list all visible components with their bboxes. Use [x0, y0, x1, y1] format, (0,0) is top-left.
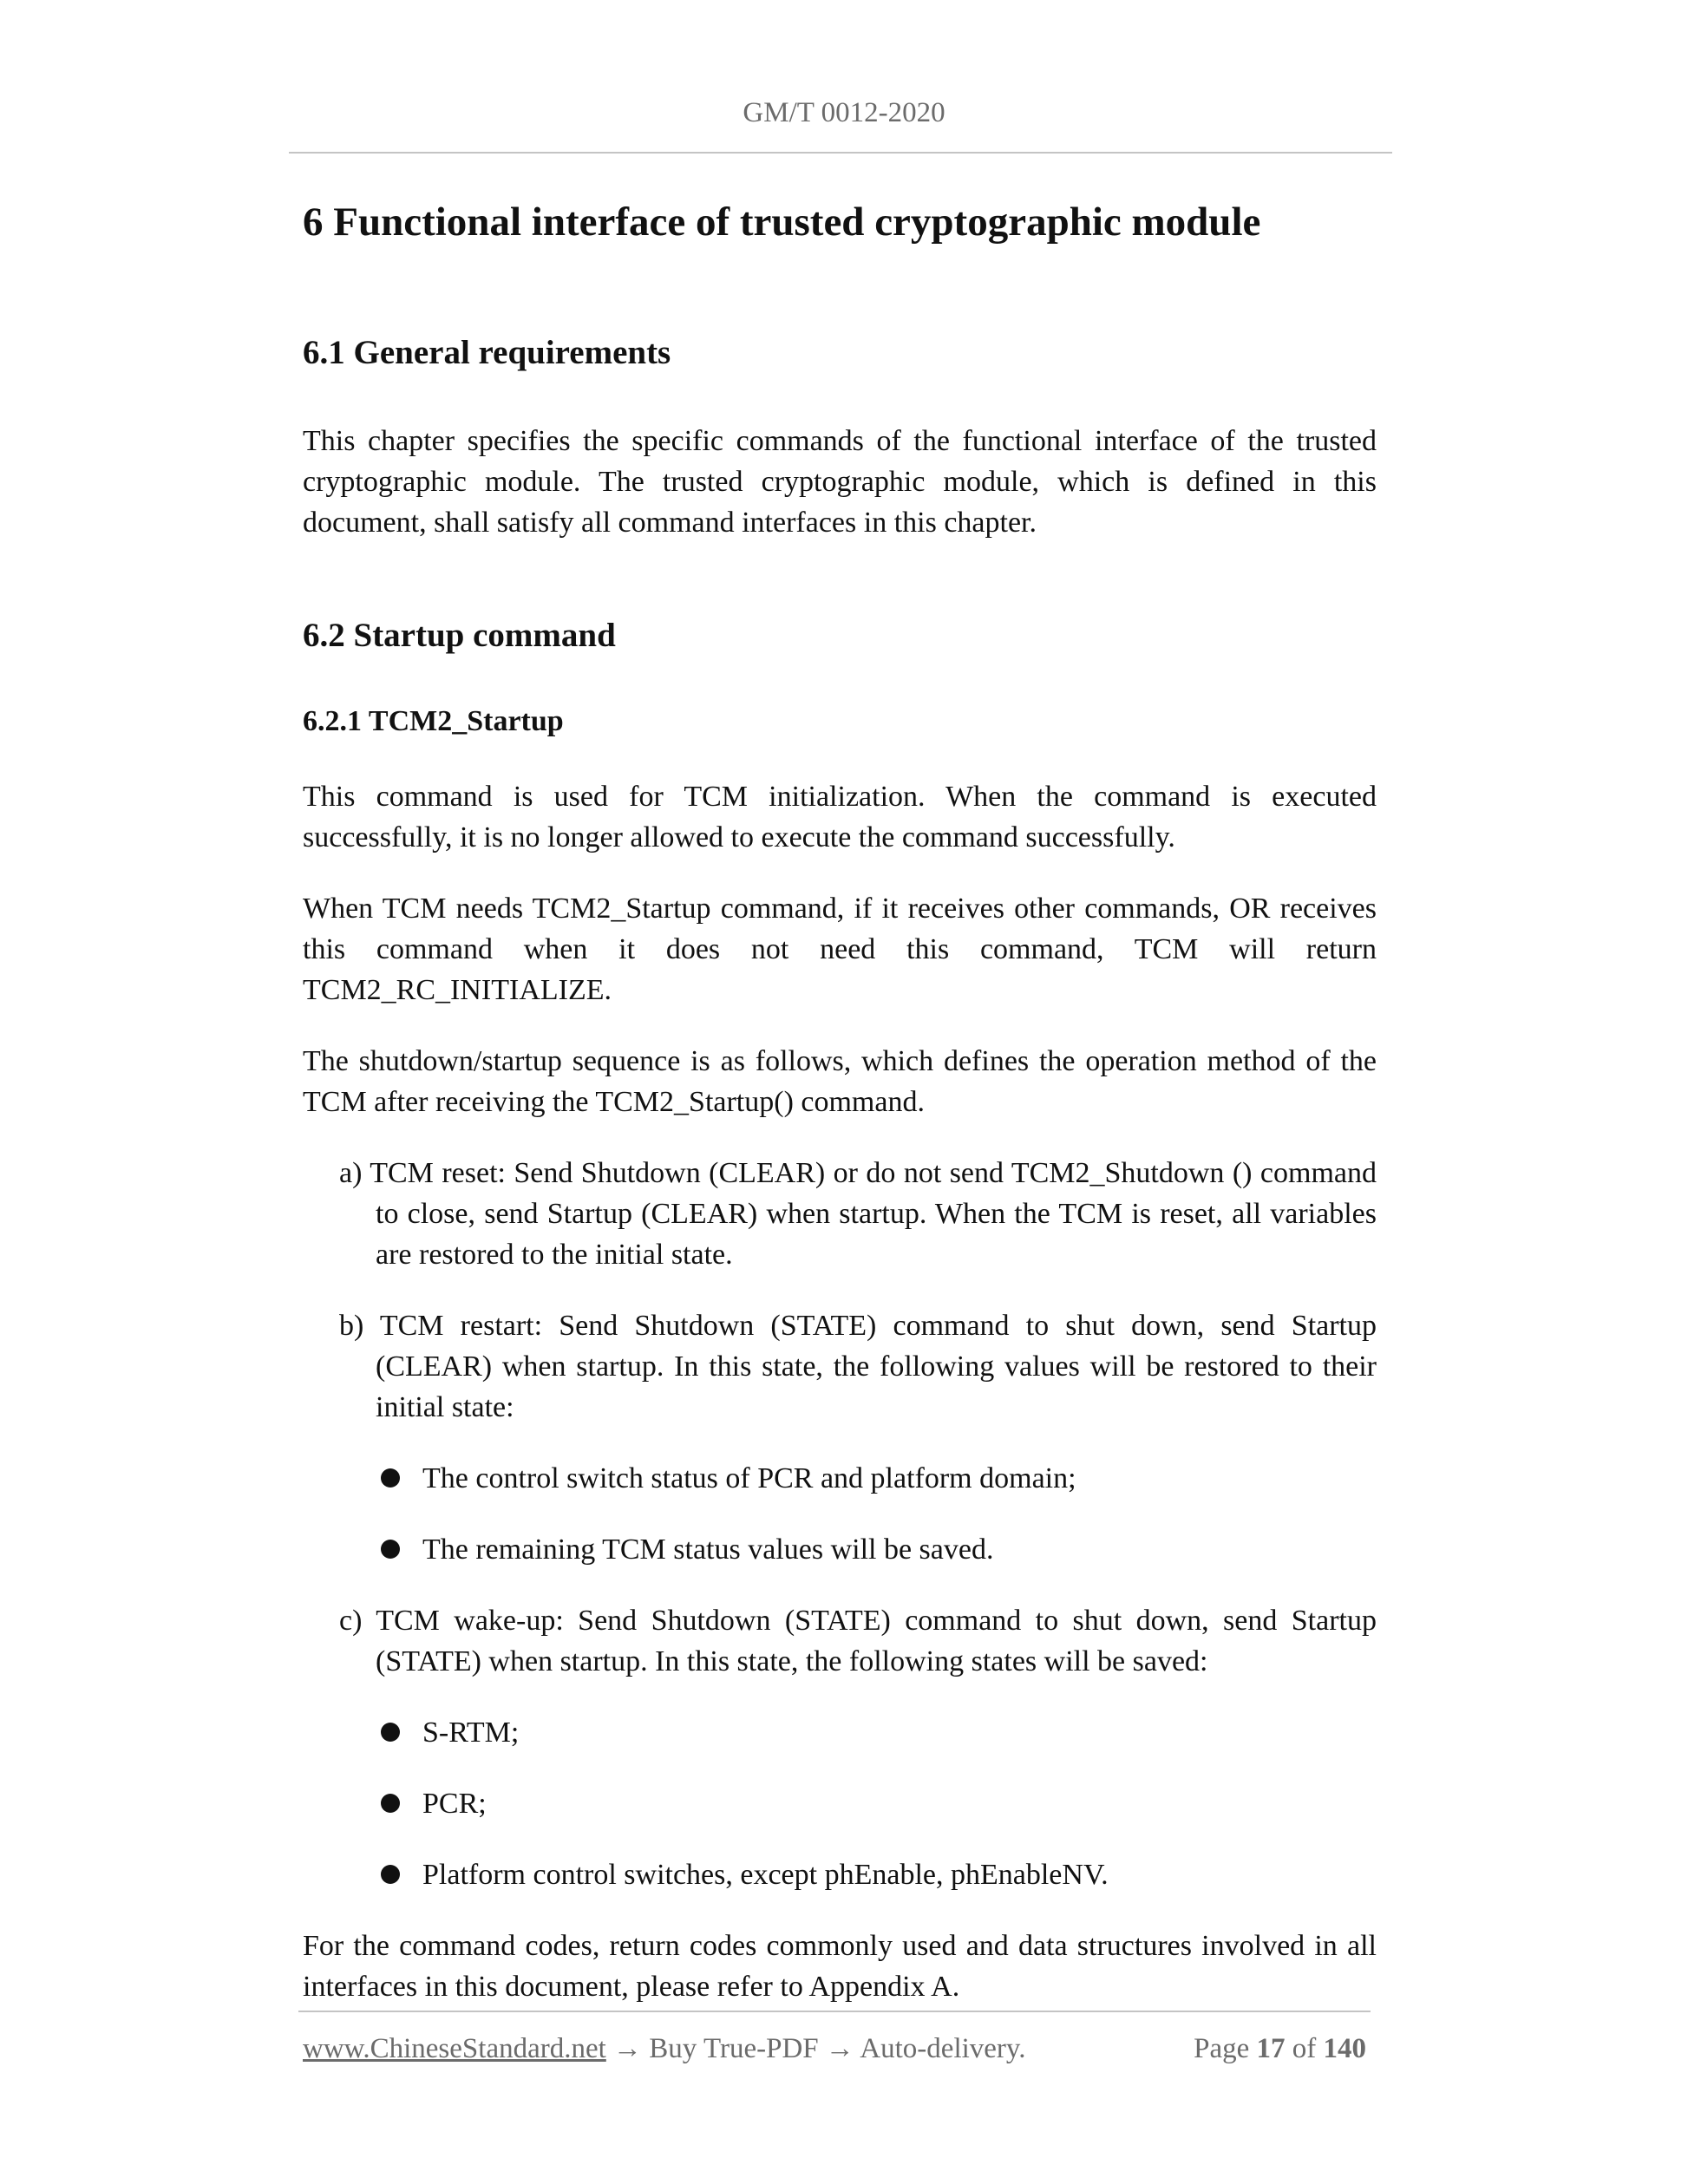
- bullet-item: [381, 1854, 1377, 1895]
- page-content: [303, 196, 1377, 2037]
- of-label: of: [1292, 2033, 1317, 2064]
- page-indicator: [1194, 2033, 1366, 2065]
- paragraph-startup-3: The shutdown/startup sequence is as follows, which defines the operation method of the TCM after receiving the TCM2_Startup() command.: [303, 1044, 1377, 1118]
- bullet-dot-icon: [381, 1540, 400, 1559]
- list-item-c: c) TCM wake-up: Send Shutdown (STATE) command to shut down, send Startup (STATE) when startup. In this state, the following states will be saved:: [339, 1604, 1377, 1677]
- bullet-dot-icon: [381, 1865, 400, 1884]
- document-header: GM/T 0012-2020: [743, 97, 945, 128]
- footer-divider: [298, 2011, 1371, 2012]
- promo-text: → Buy True-PDF → Auto-delivery.: [605, 2033, 1026, 2064]
- chapter-title: 6 Functional interface of trusted cryptographic module: [303, 199, 1261, 245]
- paragraph-startup-1: This command is used for TCM initialization. When the command is executed successfully, it is no longer allowed to execute the command successfully.: [303, 780, 1377, 853]
- section-title-6-2: 6.2 Startup command: [303, 616, 616, 654]
- bullet-text: PCR;: [422, 1787, 487, 1820]
- header-divider: [289, 152, 1392, 154]
- bullet-list-b: [381, 1458, 1377, 1570]
- paragraph-appendix-reference: For the command codes, return codes commonly used and data structures involved in all interfaces in this document, please refer to Appendix A.: [303, 1929, 1377, 2003]
- bullet-item: [381, 1529, 1377, 1570]
- paragraph-general-requirements: This chapter specifies the specific commands of the functional interface of the trusted cryptographic module. The trusted cryptographic module, which is defined in this document, shall satisfy all command interfaces in this chapter.: [303, 424, 1377, 539]
- section-title-6-1: 6.1 General requirements: [303, 334, 671, 372]
- paragraph-startup-2: When TCM needs TCM2_Startup command, if it receives other commands, OR receives this command when it does not need this command, TCM will return TCM2_RC_INITIALIZE.: [303, 892, 1377, 1006]
- bullet-item: [381, 1712, 1377, 1753]
- page-number: 17: [1256, 2033, 1286, 2064]
- page-footer: [303, 2033, 1366, 2065]
- bullet-dot-icon: [381, 1468, 400, 1488]
- bullet-text: The remaining TCM status values will be saved.: [422, 1533, 994, 1566]
- total-pages: 140: [1323, 2033, 1366, 2064]
- site-link[interactable]: www.ChineseStandard.net: [303, 2033, 606, 2064]
- subsection-title-6-2-1: 6.2.1 TCM2_Startup: [303, 705, 564, 738]
- footer-left: [303, 2033, 1026, 2065]
- list-item-b: b) TCM restart: Send Shutdown (STATE) command to shut down, send Startup (CLEAR) when startup. In this state, the following values will be restored to their initial state:: [339, 1309, 1377, 1423]
- bullet-dot-icon: [381, 1723, 400, 1742]
- list-item-a: a) TCM reset: Send Shutdown (CLEAR) or do not send TCM2_Shutdown () command to close, send Startup (CLEAR) when startup. When the TCM is reset, all variables are restored to the initial state.: [339, 1156, 1377, 1271]
- bullet-list-c: [381, 1712, 1377, 1895]
- bullet-text: Platform control switches, except phEnable, phEnableNV.: [422, 1858, 1109, 1891]
- bullet-dot-icon: [381, 1794, 400, 1813]
- bullet-text: The control switch status of PCR and platform domain;: [422, 1461, 1076, 1494]
- bullet-text: S-RTM;: [422, 1716, 520, 1749]
- page-label: Page: [1194, 2033, 1250, 2064]
- bullet-item: [381, 1783, 1377, 1824]
- bullet-item: [381, 1458, 1377, 1499]
